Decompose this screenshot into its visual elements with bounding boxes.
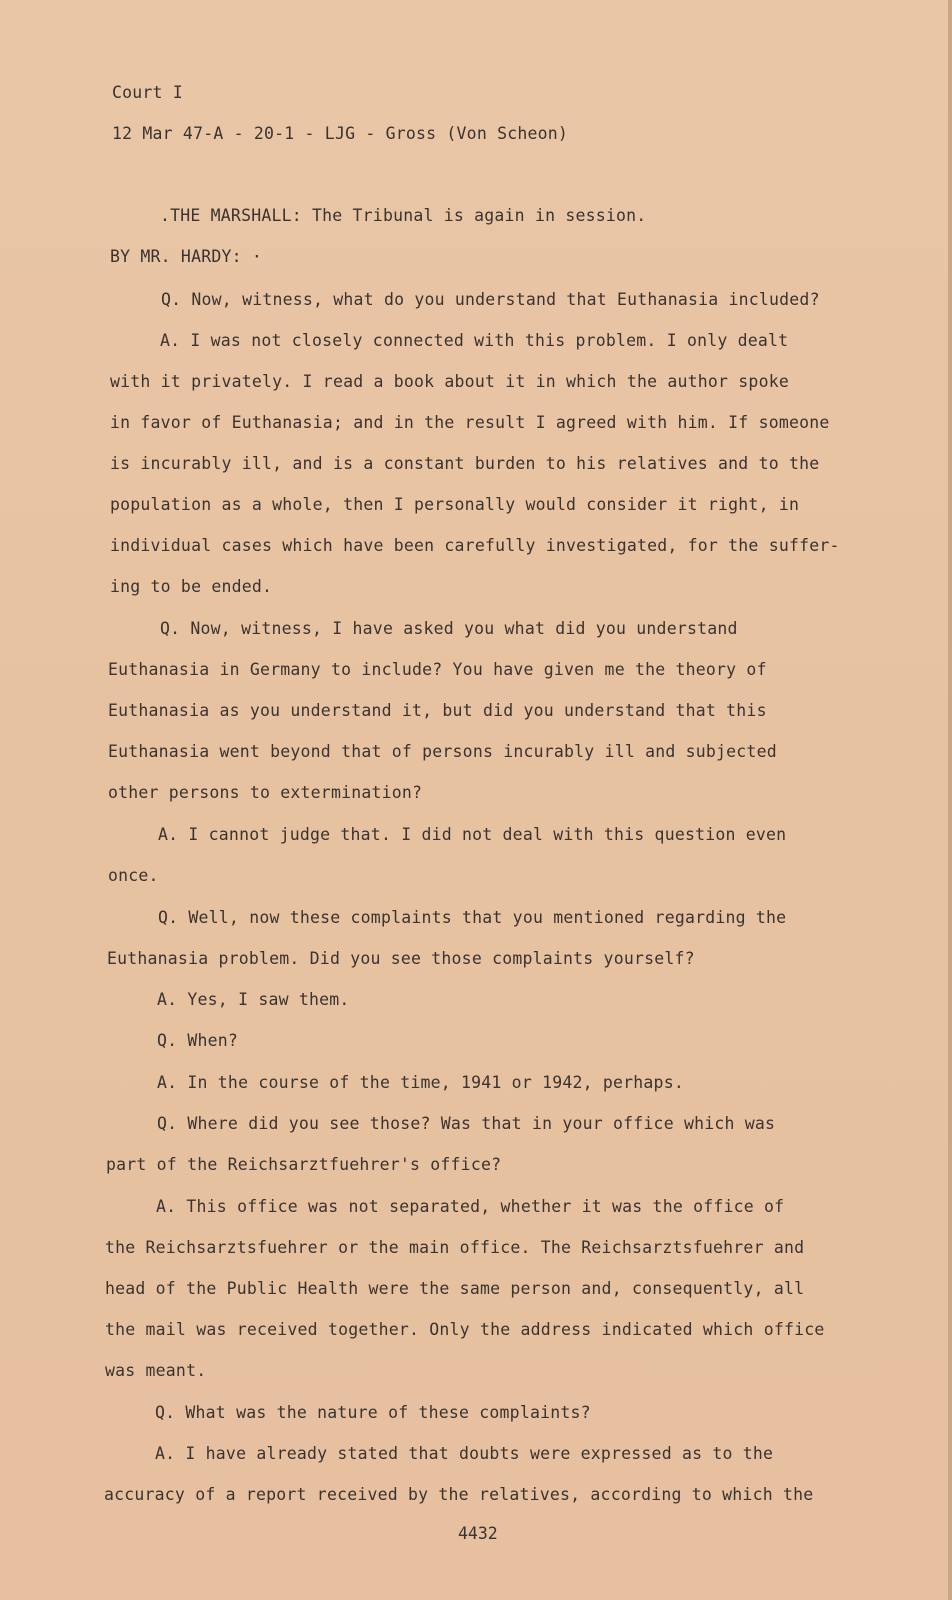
text-line: the mail was received together. Only the address indicated which office bbox=[105, 1320, 825, 1339]
text-line: A. This office was not separated, whether it was the office of bbox=[156, 1197, 785, 1216]
page-number: 4432 bbox=[458, 1524, 498, 1543]
text-line: A. Yes, I saw them. bbox=[157, 990, 350, 1009]
text-line: Q. Well, now these complaints that you mentioned regarding the bbox=[158, 908, 787, 927]
text-line: .THE MARSHALL: The Tribunal is again in session. bbox=[160, 206, 647, 225]
text-line: ing to be ended. bbox=[110, 577, 273, 596]
text-line: A. In the course of the time, 1941 or 1942, perhaps. bbox=[157, 1073, 684, 1092]
text-line: Q. Now, witness, I have asked you what did you understand bbox=[160, 619, 738, 638]
text-line: BY MR. HARDY: · bbox=[110, 247, 263, 266]
text-line: population as a whole, then I personally would consider it right, in bbox=[110, 495, 800, 514]
text-line: is incurably ill, and is a constant burden to his relatives and to the bbox=[110, 454, 820, 473]
text-line: A. I have already stated that doubts were expressed as to the bbox=[155, 1444, 774, 1463]
text-line: accuracy of a report received by the relatives, according to which the bbox=[104, 1485, 814, 1504]
text-line: A. I cannot judge that. I did not deal with this question even bbox=[158, 825, 787, 844]
text-line: individual cases which have been carefully investigated, for the suffer- bbox=[110, 536, 840, 555]
text-line: Q. When? bbox=[157, 1031, 239, 1050]
text-line: other persons to extermination? bbox=[108, 783, 423, 802]
text-line: part of the Reichsarztfuehrer's office? bbox=[106, 1155, 502, 1174]
text-line: Q. Where did you see those? Was that in your office which was bbox=[157, 1114, 776, 1133]
text-line: Euthanasia as you understand it, but did you understand that this bbox=[108, 701, 767, 720]
text-line: with it privately. I read a book about it in which the author spoke bbox=[110, 372, 789, 391]
text-line: once. bbox=[108, 866, 159, 885]
text-line: in favor of Euthanasia; and in the result I agreed with him. If someone bbox=[110, 413, 830, 432]
text-line: Q. Now, witness, what do you understand that Euthanasia included? bbox=[161, 290, 820, 309]
text-line: head of the Public Health were the same person and, consequently, all bbox=[105, 1279, 805, 1298]
session-line: 12 Mar 47-A - 20-1 - LJG - Gross (Von Scheon) bbox=[112, 124, 569, 143]
text-line: Euthanasia in Germany to include? You have given me the theory of bbox=[108, 660, 767, 679]
text-line: Euthanasia went beyond that of persons incurably ill and subjected bbox=[108, 742, 777, 761]
text-line: the Reichsarztsfuehrer or the main office. The Reichsarztsfuehrer and bbox=[105, 1238, 805, 1257]
text-line: was meant. bbox=[105, 1361, 207, 1380]
court-label: Court I bbox=[112, 83, 183, 102]
text-line: Euthanasia problem. Did you see those complaints yourself? bbox=[107, 949, 695, 968]
text-line: A. I was not closely connected with this problem. I only dealt bbox=[160, 331, 789, 350]
text-line: Q. What was the nature of these complaints? bbox=[155, 1403, 591, 1422]
